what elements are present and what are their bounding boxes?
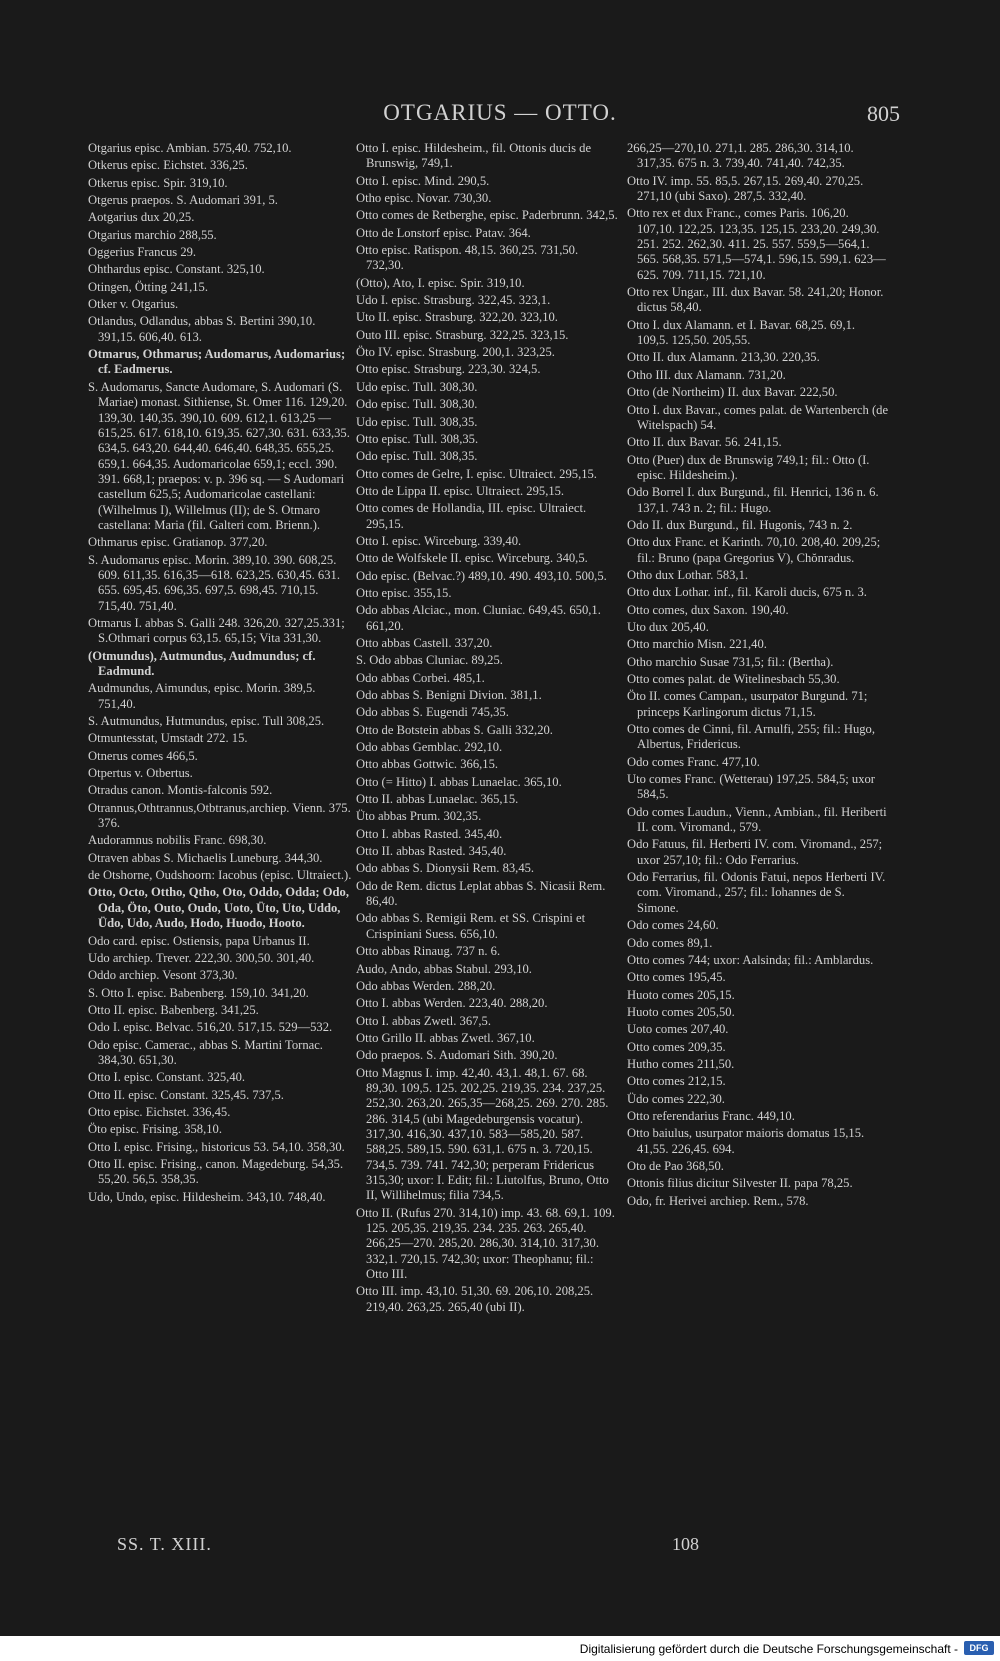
index-entry: Otto marchio Misn. 221,40. <box>627 637 767 652</box>
index-entry: Oto de Pao 368,50. <box>627 1158 724 1173</box>
index-entry: Othmarus episc. Gratianop. 377,20. <box>88 535 268 550</box>
index-entry: Otmarus I. abbas S. Galli 248. 326,20. 327,25.331; S.Othmari corpus 63,15. 65,15; Vita 331,30. <box>88 615 345 646</box>
index-entry: Udo archiep. Trever. 222,30. 300,50. 301,40. <box>88 950 315 965</box>
index-entry: Odo episc. Tull. 308,35. <box>356 449 478 464</box>
index-entry: Odo praepos. S. Audomari Sith. 390,20. <box>356 1048 558 1063</box>
index-entry: Otto comes 209,35. <box>627 1039 726 1054</box>
index-entry: Otto I. abbas Werden. 223,40. 288,20. <box>356 996 548 1011</box>
index-entry: Odo card. episc. Ostiensis, papa Urbanus II. <box>88 933 310 948</box>
index-entry: Otto I. episc. Wirceburg. 339,40. <box>356 533 522 548</box>
index-entry: Otkerus episc. Eichstet. 336,25. <box>88 158 248 173</box>
index-entry: Ohthardus episc. Constant. 325,10. <box>88 262 265 277</box>
index-entry: S. Odo abbas Cluniac. 89,25. <box>356 653 503 668</box>
index-entry: Odo abbas S. Remigii Rem. et SS. Crispini et Crispiniani Suess. 656,10. <box>356 911 586 941</box>
index-entry: Öto II. comes Campan., usurpator Burgund. 71; princeps Karlingorum dictus 71,15. <box>627 689 868 719</box>
index-entry: Udo I. episc. Strasburg. 322,45. 323,1. <box>356 293 551 308</box>
index-entry: S. Otto I. episc. Babenberg. 159,10. 341,20. <box>88 985 309 1000</box>
index-column-3 <box>627 141 889 1211</box>
index-entry: Otto episc. 355,15. <box>356 585 452 600</box>
index-entry: Otto I. episc. Frising., historicus 53. 54,10. 358,30. <box>88 1139 345 1154</box>
index-entry: Otto II. abbas Lunaelac. 365,15. <box>356 792 519 807</box>
index-entry: (Otto), Ato, I. episc. Spir. 319,10. <box>356 275 525 290</box>
index-entry: Otto baiulus, usurpator maioris domatus 15,15. 41,55. 226,45. 694. <box>627 1126 865 1156</box>
index-entry: Otker v. Otgarius. <box>88 297 179 312</box>
index-entry: Otto comes de Cinni, fil. Arnulfi, 255; fil.: Hugo, Albertus, Fridericus. <box>627 722 876 752</box>
index-entry: Otto rex Ungar., III. dux Bavar. 58. 241,20; Honor. dictus 58,40. <box>627 285 884 315</box>
index-entry: Otto episc. Strasburg. 223,30. 324,5. <box>356 362 541 377</box>
index-entry: Huoto comes 205,15. <box>627 987 735 1002</box>
index-entry: Otmuntesstat, Umstadt 272. 15. <box>88 731 248 746</box>
index-entry: Otho marchio Susae 731,5; fil.: (Bertha). <box>627 654 834 669</box>
index-entry: Otto (= Hitto) I. abbas Lunaelac. 365,10. <box>356 774 562 789</box>
index-entry: Otto I. abbas Rasted. 345,40. <box>356 826 503 841</box>
index-entry: Odo, fr. Herivei archiep. Rem., 578. <box>627 1193 809 1208</box>
index-entry: Otto dux Lothar. inf., fil. Karoli ducis, 675 n. 3. <box>627 585 867 600</box>
index-entry: Otto II. episc. Constant. 325,45. 737,5. <box>88 1087 284 1102</box>
index-entry: Odo abbas S. Dionysii Rem. 83,45. <box>356 861 535 876</box>
index-entry: Otho III. dux Alamann. 731,20. <box>627 367 786 382</box>
index-entry: Odo comes 89,1. <box>627 935 713 950</box>
index-entry: de Otshorne, Oudshoorn: Iacobus (episc. Ultraiect.). <box>88 868 352 883</box>
index-entry: Otto comes de Retberghe, episc. Paderbrunn. 342,5. <box>356 208 618 223</box>
index-entry: Otto II. dux Alamann. 213,30. 220,35. <box>627 350 820 365</box>
index-entry: Odo abbas S. Eugendi 745,35. <box>356 705 509 720</box>
index-entry: Odo abbas S. Benigni Divion. 381,1. <box>356 688 542 702</box>
index-entry: Otto I. abbas Zwetl. 367,5. <box>356 1013 492 1028</box>
index-column-1 <box>88 141 352 1207</box>
index-entry: Otho dux Lothar. 583,1. <box>627 567 749 582</box>
index-entry: Odo I. episc. Belvac. 516,20. 517,15. 529—532. <box>88 1020 333 1035</box>
index-entry: Otto rex et dux Franc., comes Paris. 106,20. 107,10. 122,25. 123,35. 125,15. 233,20. 249,30. 251. 252. 262,30. 411. 25. 557. 559,5—564,1. 565. 568,35. 571,5—574,1. 596,15. 599,1. 623—625. 709. 711,15. 721,10. <box>627 206 886 282</box>
sheet-number: 108 <box>672 1534 699 1554</box>
index-entry: Otto II. episc. Babenberg. 341,25. <box>88 1002 259 1017</box>
index-entry: Öto episc. Frising. 358,10. <box>88 1122 222 1137</box>
index-entry: Otto de Botstein abbas S. Galli 332,20. <box>356 722 553 737</box>
index-column-2 <box>356 141 618 1317</box>
index-entry: (Otmundus), Autmundus, Audmundus; cf. Eadmund. <box>88 648 316 678</box>
index-entry: Odo abbas Werden. 288,20. <box>356 978 496 993</box>
index-entry: Otto I. dux Alamann. et I. Bavar. 68,25. 69,1. 109,5. 125,50. 205,55. <box>627 317 856 348</box>
index-entry: Otkerus episc. Spir. 319,10. <box>88 175 228 190</box>
index-entry: Audmundus, Aimundus, episc. Morin. 389,5. 751,40. <box>88 681 316 711</box>
index-entry: Otrannus,Othtrannus,Otbtranus,archiep. Vienn. 375. 376. <box>88 800 351 831</box>
index-entry: Odo abbas Corbei. 485,1. <box>356 670 485 685</box>
index-entry: Otto, Octo, Ottho, Qtho, Oto, Oddo, Odda; Odo, Oda, Öto, Outo, Oudo, Uoto, Üto, Uto, Uddo, Üdo, Udo, Audo, Hodo, Huodo, Hooto. <box>88 885 349 931</box>
page-title: OTGARIUS — OTTO. <box>383 100 617 125</box>
index-entry: Otradus canon. Montis-falconis 592. <box>88 783 273 798</box>
index-entry: Otto I. episc. Mind. 290,5. <box>356 173 490 188</box>
index-entry: Otto Magnus I. imp. 42,40. 43,1. 48,1. 67. 68. 89,30. 109,5. 125. 202,25. 219,35. 234. 237,25. 252,30. 263,20. 265,35—268,25. 269. 270. 285. 286. 314,5 (ubi Magedeburgensis vocatur). 317,30. 416,30. 437,10. 583—585,20. 587. 588,25. 589,15. 590. 631,1. 675 n. 3. 720,15. 734,5. 739. 741. 742,30; perperam Fridericus 315,30; uxor: I. Edit; fil.: Liutolfus, Bruno, Otto II, Willihelmus; filia 734,5. <box>356 1065 609 1203</box>
index-entry: Oggerius Francus 29. <box>88 245 197 260</box>
index-entry: Otto I. episc. Hildesheim., fil. Ottonis ducis de Brunswig, 749,1. <box>356 141 592 171</box>
index-entry: Otto de Wolfskele II. episc. Wirceburg. 340,5. <box>356 551 588 566</box>
index-entry: Uto II. episc. Strasburg. 322,20. 323,10. <box>356 310 558 325</box>
index-entry: Otto (de Northeim) II. dux Bavar. 222,50. <box>627 385 838 400</box>
index-entry: Odo Fatuus, fil. Herberti IV. com. Viromand., 257; uxor 257,10; fil.: Odo Ferrarius. <box>627 837 883 867</box>
index-entry: S. Audomarus episc. Morin. 389,10. 390. 608,25. 609. 611,35. 616,35—618. 623,25. 630,45. 631. 655. 695,45. 696,35. 697,5. 698,45. 710,15. 715,40. 751,40. <box>88 552 340 613</box>
index-entry: Otto episc. Ratispon. 48,15. 360,25. 731,50. 732,30. <box>356 243 579 273</box>
page-number: 805 <box>867 101 900 126</box>
series-signature: SS. T. XIII. <box>117 1534 212 1554</box>
index-entry: Outo III. episc. Strasburg. 322,25. 323,15. <box>356 327 569 342</box>
index-entry: Otho episc. Novar. 730,30. <box>356 191 492 206</box>
index-entry: Uoto comes 207,40. <box>627 1022 729 1037</box>
index-entry: Otto comes, dux Saxon. 190,40. <box>627 602 789 617</box>
index-entry: Otgarius episc. Ambian. 575,40. 752,10. <box>88 141 292 155</box>
index-entry: Otpertus v. Otbertus. <box>88 766 193 781</box>
index-entry: Otto episc. Eichstet. 336,45. <box>88 1104 231 1119</box>
index-entry: S. Autmundus, Hutmundus, episc. Tull 308,25. <box>88 714 325 729</box>
index-entry: Otto comes 195,45. <box>627 970 726 985</box>
funding-text: Digitalisierung gefördert durch die Deutsche Forschungsgemeinschaft - <box>579 1642 958 1656</box>
index-entry: Otto comes palat. de Witelinesbach 55,30. <box>627 672 840 686</box>
index-entry: Otto comes de Gelre, I. episc. Ultraiect. 295,15. <box>356 466 597 481</box>
index-entry: Otto comes 212,15. <box>627 1074 726 1089</box>
index-entry: Aotgarius dux 20,25. <box>88 210 195 225</box>
dfg-logo[interactable]: DFG <box>964 1641 994 1655</box>
index-entry: Otmarus, Othmarus; Audomarus, Audomarius; cf. Eadmerus. <box>88 347 346 377</box>
index-entry: Öto IV. episc. Strasburg. 200,1. 323,25. <box>356 345 555 360</box>
index-entry: Udo episc. Tull. 308,30. <box>356 379 478 394</box>
index-entry: Otto III. imp. 43,10. 51,30. 69. 206,10. 208,25. 219,40. 263,25. 265,40 (ubi II). <box>356 1284 594 1314</box>
index-entry: Otlandus, Odlandus, abbas S. Bertini 390,10. 391,15. 606,40. 613. <box>88 314 316 344</box>
index-entry: Odo comes Laudun., Vienn., Ambian., fil. Heriberti II. com. Viromand., 579. <box>627 804 887 835</box>
index-entry: Otto I. dux Bavar., comes palat. de Wartenberch (de Witelspach) 54. <box>627 402 889 432</box>
index-entry: Otto abbas Castell. 337,20. <box>356 635 493 650</box>
index-entry: Otto (Puer) dux de Brunswig 749,1; fil.: Otto (I. episc. Hildesheim.). <box>627 452 870 482</box>
index-entry: Otto dux Franc. et Karinth. 70,10. 208,40. 209,25; fil.: Bruno (papa Gregorius V), Chŏnradus. <box>627 535 881 565</box>
index-entry: Audoramnus nobilis Franc. 698,30. <box>88 833 267 848</box>
index-entry: Otto Grillo II. abbas Zwetl. 367,10. <box>356 1030 535 1045</box>
index-entry: Odo abbas Alciac., mon. Cluniac. 649,45. 650,1. 661,20. <box>356 603 601 633</box>
index-entry: Otnerus comes 466,5. <box>88 748 198 763</box>
index-entry: Hutho comes 211,50. <box>627 1056 735 1071</box>
index-entry: Otingen, Ötting 241,15. <box>88 279 208 294</box>
index-entry: Otto comes 744; uxor: Aalsinda; fil.: Amblardus. <box>627 952 874 967</box>
index-entry: Audo, Ando, abbas Stabul. 293,10. <box>356 961 532 976</box>
index-entry: Otto de Lippa II. episc. Ultraiect. 295,15. <box>356 483 565 498</box>
index-entry: Oddo archiep. Vesont 373,30. <box>88 968 238 983</box>
index-entry: Otto abbas Gottwic. 366,15. <box>356 757 499 772</box>
index-entry: Otto abbas Rinaug. 737 n. 6. <box>356 944 501 959</box>
index-entry: Üdo comes 222,30. <box>627 1091 725 1106</box>
index-entry: Otto IV. imp. 55. 85,5. 267,15. 269,40. 270,25. 271,10 (ubi Saxo). 287,5. 332,40. <box>627 173 864 204</box>
index-entry: Otto II. abbas Rasted. 345,40. <box>356 844 507 859</box>
index-entry: Otto II. (Rufus 270. 314,10) imp. 43. 68. 69,1. 109. 125. 205,35. 219,35. 234. 235. 263. 265,40. 266,25—270. 285,20. 286,30. 314,10. 317,30. 332,1. 720,15. 742,30; uxor: Theophanu; fil.: Otto III. <box>356 1205 615 1282</box>
index-entry: Udo, Undo, episc. Hildesheim. 343,10. 748,40. <box>88 1189 326 1204</box>
index-entry: Otto de Lonstorf episc. Patav. 364. <box>356 225 531 240</box>
index-entry: Odo episc. Camerac., abbas S. Martini Tornac. 384,30. 651,30. <box>88 1037 323 1067</box>
index-entry: Otto comes de Hollandia, III. episc. Ultraiect. 295,15. <box>356 501 587 531</box>
index-entry: Odo episc. Tull. 308,30. <box>356 397 478 412</box>
index-entry: Udo episc. Tull. 308,35. <box>356 414 478 429</box>
index-entry: Odo Borrel I. dux Burgund., fil. Henrici, 136 n. 6. 137,1. 743 n. 2; fil.: Hugo. <box>627 485 879 515</box>
index-entry: Huoto comes 205,50. <box>627 1004 735 1019</box>
index-entry: Odo comes 24,60. <box>627 918 719 933</box>
index-entry: Uto dux 205,40. <box>627 619 709 634</box>
index-entry: Otto episc. Tull. 308,35. <box>356 431 479 446</box>
index-entry: S. Audomarus, Sancte Audomare, S. Audomari (S. Mariae) monast. Sithiense, St. Omer 116. 129,20. 139,30. 140,35. 390,10. 609. 612,1. 613,25 —615,25. 617. 618,10. 619,35. 627,30. 631. 633,35. 634,5. 643,20. 644,40. 646,40. 648,35. 655,25. 659,1. 664,35. Audomaricolae 659,1; eccl. 390. 391. 668,1; praepos: v. p. 396 sq. — S Audomari castellum 625,5; Audomaricolae castellani: (Wilhelmus I), Willelmus (II); de S. Otmaro castellana: Maria (fil. Galteri com. Brienn.). <box>88 379 350 532</box>
index-entry: 266,25—270,10. 271,1. 285. 286,30. 314,10. 317,35. 675 n. 3. 739,40. 741,40. 742,35. <box>627 141 854 171</box>
index-entry: Odo comes Franc. 477,10. <box>627 754 760 769</box>
index-entry: Otto II. episc. Frising., canon. Magedeburg. 54,35. 55,20. 56,5. 358,35. <box>88 1156 344 1187</box>
index-entry: Otgarius marchio 288,55. <box>88 227 217 242</box>
index-entry: Otgerus praepos. S. Audomari 391, 5. <box>88 193 278 208</box>
funding-bar <box>0 1636 1000 1661</box>
index-entry: Odo de Rem. dictus Leplat abbas S. Nicasii Rem. 86,40. <box>356 878 606 909</box>
index-entry: Üto abbas Prum. 302,35. <box>356 809 482 824</box>
index-entry: Otraven abbas S. Michaelis Luneburg. 344,30. <box>88 850 323 865</box>
index-entry: Otto referendarius Franc. 449,10. <box>627 1108 795 1123</box>
index-entry: Otto I. episc. Constant. 325,40. <box>88 1070 246 1085</box>
index-entry: Odo Ferrarius, fil. Odonis Fatui, nepos Herberti IV. com. Viromand., 257; fil.: Iohannes de S. Simone. <box>627 870 886 915</box>
index-entry: Odo episc. (Belvac.?) 489,10. 490. 493,10. 500,5. <box>356 568 607 583</box>
index-entry: Otto II. dux Bavar. 56. 241,15. <box>627 435 782 450</box>
index-entry: Odo II. dux Burgund., fil. Hugonis, 743 n. 2. <box>627 517 853 532</box>
index-entry: Ottonis filius dicitur Silvester II. papa 78,25. <box>627 1176 853 1191</box>
index-entry: Odo abbas Gemblac. 292,10. <box>356 740 503 755</box>
index-entry: Uto comes Franc. (Wetterau) 197,25. 584,5; uxor 584,5. <box>627 772 876 802</box>
